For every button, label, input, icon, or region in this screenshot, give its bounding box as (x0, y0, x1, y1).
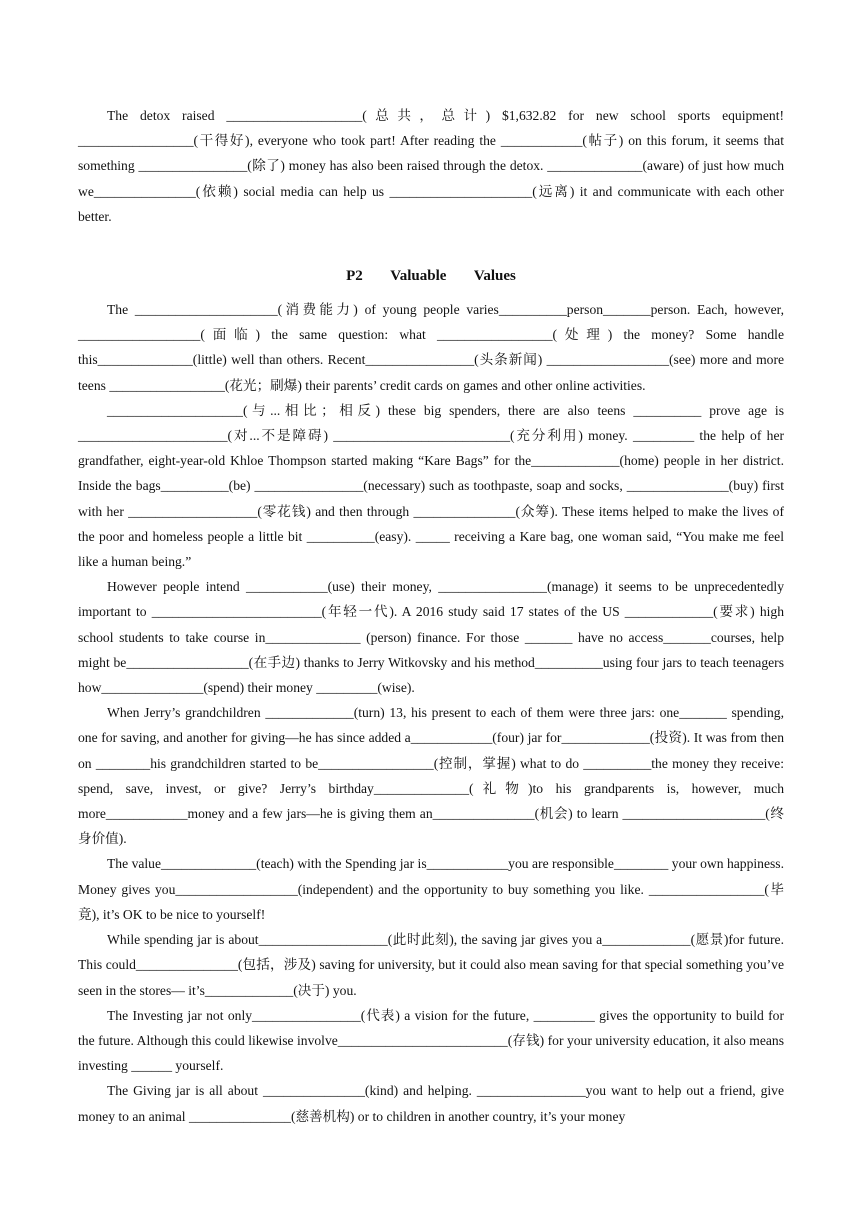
passage-2-paragraph-7: The Investing jar not only________________(代表) a vision for the future, _________ gives the opportunity to build for the future. Although this could likewise involve_________________________(存钱) for your university education, it also means investing ______ yourself. (78, 1007, 784, 1074)
passage-2-paragraph-1: The _____________________(消费能力) of young people varies__________person_______person. Each, however, __________________(面临) the same question: what _________________(处理) the money? Some handle this______________(little) well than others. Recent________________(头条新闻) __________________(see) more and more teens _________________(花光；刷爆) their parents’ credit cards on games and other online activities. (78, 302, 784, 393)
passage-2-paragraph-2: ____________________(与...相比；相反) these big spenders, there are also teens __________ prove age is ______________________(对...不是障碍) __________________________(充分利用) money. _________ the help of her grandfather, eight-year-old Khloe Thompson started making “Kare Bags” for the_____________(home) people in her district. Inside the bags__________(be) ________________(necessary) such as toothpaste, soap and socks, _______________(buy) first with her ___________________(零花钱) and then through _______________(众筹). These items helped to make the lives of the poor and homeless people a little bit __________(easy). _____ receiving a Kare bag, one woman said, “You make me feel like a human being.” (78, 402, 784, 570)
section-spacer (78, 229, 784, 255)
section-title: P2 Valuable Values (346, 268, 516, 285)
passage-2-paragraph-6: While spending jar is about___________________(此时此刻), the saving jar gives you a_____________(愿景)for future. This could_______________(包括，涉及) saving for university, but it could also mean saving for that special something you’ve seen in the stores— it’s_____________(决于) you. (78, 932, 784, 998)
passage-2-paragraph-8: The Giving jar is all about _______________(kind) and helping. ________________you want to help out a friend, give money to an animal _______________(慈善机构) or to children in another country, it’s your money (78, 1083, 784, 1124)
passage-2-paragraph-4: When Jerry’s grandchildren _____________(turn) 13, his present to each of them were three jars: one_______ spending, one for saving, and another for giving—he has since added a____________(four) jar for_____________(投资). It was from then on ________his grandchildren started to be_________________(控制，掌握) what to do __________the money they receive: spend, save, invest, or give? Jerry’s birthday______________(礼物)to his grandparents is, however, much more____________money and a few jars—he is giving them an_______________(机会) to learn _____________________(终身价值). (78, 705, 784, 847)
worksheet-page (78, 103, 784, 1129)
passage-1-paragraph: The detox raised ____________________(总共，总计) $1,632.82 for new school sports equipment! _________________(干得好), everyone who took part! After reading the ____________(帖子) on this forum, it seems that something ________________(除了) money has also been raised through the detox. ______________(aware) of just how much we_______________(依赖) social media can help us _____________________(远离) it and communicate with each other better. (78, 108, 784, 224)
passage-2-paragraph-3: However people intend ____________(use) their money, ________________(manage) it seems to be unprecedentedly important to _________________________(年轻一代). A 2016 study said 17 states of the US _____________(要求) high school students to take course in______________ (person) finance. For those _______ have no access_______courses, help might be__________________(在手边) thanks to Jerry Witkovsky and his method__________using four jars to teach teenagers how_______________(spend) their money _________(wise). (78, 579, 784, 696)
passage-2-paragraph-5: The value______________(teach) with the Spending jar is____________you are responsible________ your own happiness. Money gives you__________________(independent) and the opportunity to buy something you like. _________________(毕竟), it’s OK to be nice to yourself! (78, 856, 784, 922)
